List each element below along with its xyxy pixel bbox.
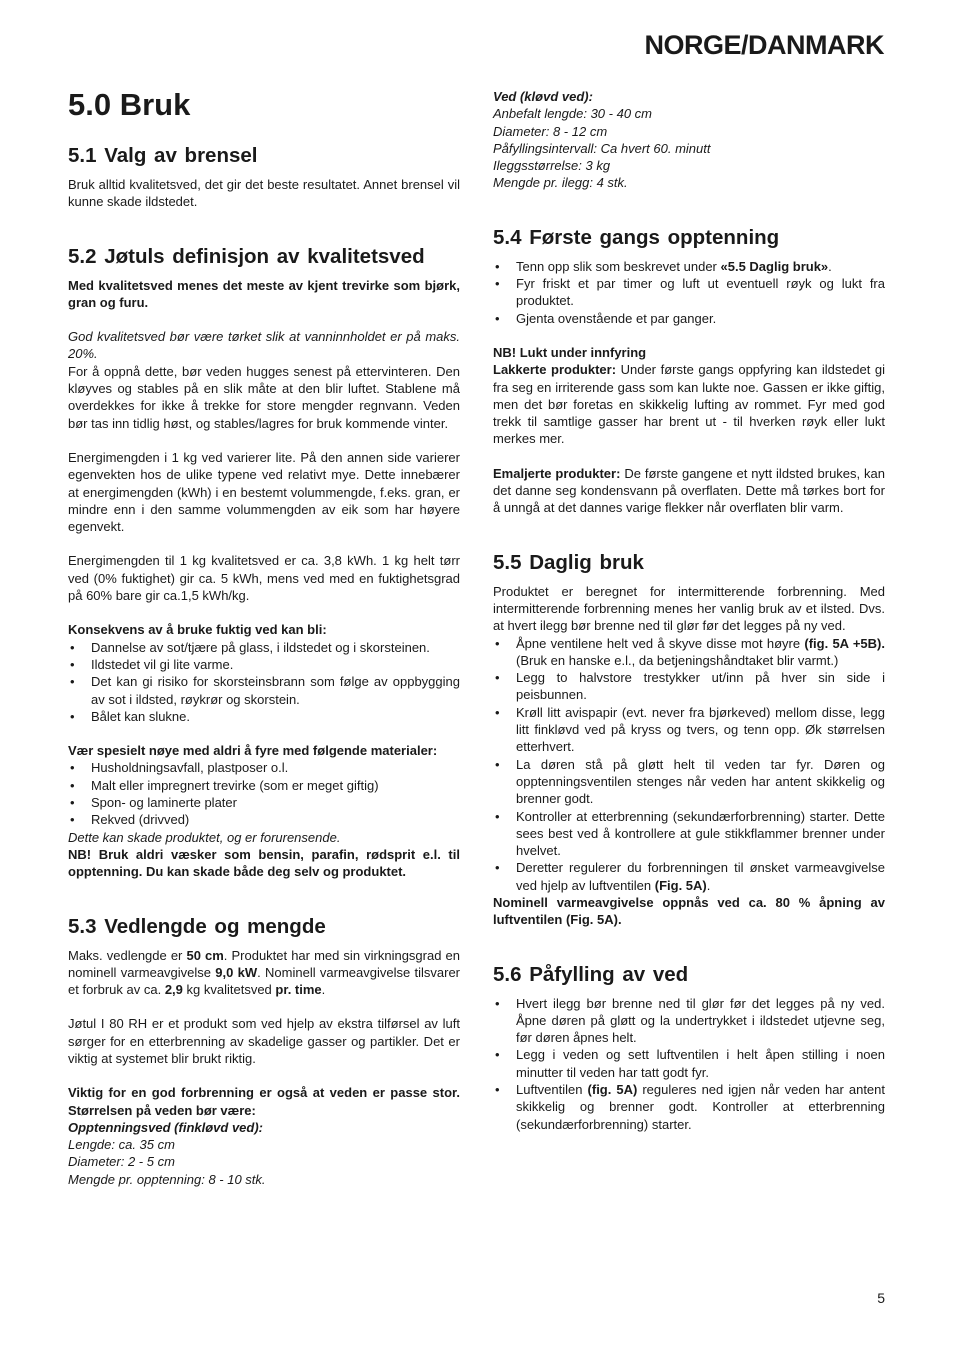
first-fire-list — [493, 258, 885, 327]
paragraph: Jøtul I 80 RH er et produkt som ved hjelp av ekstra tilførsel av luft sørger for en etterbrenning av skadelige gasser og partikler. Det er viktig at systemet blir brukt riktig. — [68, 1016, 460, 1066]
list-item: • Spon- og laminerte plater — [68, 794, 460, 811]
section-heading-5-3: 5.3 Vedlengde og mengde — [68, 914, 326, 938]
kindling-line: Diameter: 2 - 5 cm — [68, 1154, 175, 1170]
list-item: • Åpne ventilene helt ved å skyve disse mot høyre (fig. 5A +5B). (Bruk en hanske e.l., da betjeningshåndtaket blir varmt.) — [493, 635, 885, 670]
consequences-list — [68, 639, 460, 725]
page-number: 5 — [877, 1290, 885, 1306]
section-heading-5-6: 5.6 Påfylling av ved — [493, 962, 689, 986]
list-item: • Legg to halvstore trestykker ut/inn på hver sin side i peisbunnen. — [493, 669, 885, 704]
list-item: • Det kan gi risiko for skorsteinsbrann som følge av oppbygging av sot i ildsted, røykrør og skorstein. — [68, 673, 460, 708]
paragraph: For å oppnå dette, bør veden hugges senest på ettervinteren. Den kløyves og stables på en slik måte at den blir luftet. Stablene må overdekkes for ikke å trekke for store mengder regnvann. Veden bør tas inn tidlig høst, og stables/lagres for bruk kommende vinter. — [68, 363, 460, 431]
paragraph: Emaljerte produkter: De første gangene et nytt ildsted brukes, kan det danne seg kondensvann på overflaten. Dette må tørkes bort for å unngå at det dannes varige flekker når overflaten blir varm. — [493, 465, 885, 516]
section-heading-5-4: 5.4 Første gangs opptenning — [493, 225, 780, 249]
bold-note: Nominell varmeavgivelse oppnås ved ca. 80 % åpning av luftventilen (Fig. 5A). — [493, 894, 885, 928]
right-column — [493, 88, 885, 1133]
materials-list — [68, 759, 460, 828]
list-item: • La døren stå på gløtt helt til veden tar fyr. Døren og opptenningsventilen stenges når veden har antent skikkelig og brenner godt. — [493, 756, 885, 808]
list-item: • Kontroller at etterbrenning (sekundærforbrenning) starter. Dette sees best ved å kontrollere at gule stikkflammer brenner under hvelvet. — [493, 808, 885, 860]
kindling-line: Lengde: ca. 35 cm — [68, 1137, 175, 1153]
list-item: • Bålet kan slukne. — [68, 708, 460, 725]
list-item: • Husholdningsavfall, plastposer o.l. — [68, 759, 460, 776]
section-heading-5-5: 5.5 Daglig bruk — [493, 550, 644, 574]
left-column — [68, 86, 460, 1188]
split-wood-line: Påfyllingsintervall: Ca hvert 60. minutt — [493, 140, 711, 156]
italic-warning: Dette kan skade produktet, og er forurensende. — [68, 829, 341, 845]
list-item: • Luftventilen (fig. 5A) reguleres ned igjen når veden har antent skikkelig og brenner godt. Kontroller at etterbrenning (sekundærforbrenning) starter. — [493, 1081, 885, 1133]
refill-list — [493, 995, 885, 1133]
list-item: • Tenn opp slik som beskrevet under «5.5 Daglig bruk». — [493, 258, 885, 275]
split-wood-line: Mengde pr. ilegg: 4 stk. — [493, 175, 628, 191]
nb-heading: NB! Lukt under innfyring — [493, 344, 647, 360]
region-header: NORGE/DANMARK — [644, 30, 884, 60]
page-title: 5.0 Bruk — [68, 87, 191, 122]
list-item: • Deretter regulerer du forbrenningen til ønsket varmeavgivelse ved hjelp av luftventilen (Fig. 5A). — [493, 859, 885, 894]
list-item: • Legg i veden og sett luftventilen i helt åpen stilling i noen minutter til veden har tatt godt fyr. — [493, 1046, 885, 1081]
split-wood-line: Diameter: 8 - 12 cm — [493, 123, 608, 139]
daily-use-list — [493, 635, 885, 894]
paragraph: Maks. vedlengde er 50 cm. Produktet har med sin virkningsgrad en nominell varmeavgivelse 9,0 kW. Nominell varmeavgivelse tilsvarer et forbruk av ca. 2,9 kg kvalitetsved pr. time. — [68, 947, 461, 998]
paragraph: Energimengden i 1 kg ved varierer lite. På den annen side varierer egenvekten hos de ulike typene ved relativt mye. Dette innebærer at energimengden (kWh) i en bestemt volummengde, f.eks. gran, er mindre enn i den samme volummengden av eik som har høyere egenvekt. — [68, 449, 460, 535]
paragraph: Bruk alltid kvalitetsved, det gir det beste resultatet. Annet brensel vil kunne skade ildstedet. — [68, 177, 460, 210]
list-item: • Rekved (drivved) — [68, 811, 460, 828]
list-item: • Krøll litt avispapir (evt. never fra bjørkeved) mellom disse, legg litt finkløvd ved på kryss og tvers, og tenn opp. Øk størrelsen etterhvert. — [493, 704, 885, 756]
list-item: • Ildstedet vil gi lite varme. — [68, 656, 460, 673]
italic-note: God kvalitetsved bør være tørket slik at vanninnholdet er på maks. 20%. — [68, 329, 460, 362]
section-heading-5-2: 5.2 Jøtuls definisjon av kvalitetsved — [68, 244, 425, 268]
paragraph: Lakkerte produkter: Under første gangs oppfyring kan ildstedet gi fra seg en irriterende gass som kan lukte noe. Gassen er ikke giftig, men det bør foretas en skikkelig lufting av rommet. Fyr med god trekk til samtlige gasser har brent ut - til hverken røyk eller lukt merkes mer. — [493, 362, 886, 447]
list-item: • Dannelse av sot/tjære på glass, i ildstedet og i skorsteinen. — [68, 639, 460, 656]
bold-paragraph: Viktig for en god forbrenning er også at veden er passe stor. Størrelsen på veden bør være: — [68, 1085, 460, 1118]
consequences-heading: Konsekvens av å bruke fuktig ved kan bli: — [68, 622, 327, 638]
split-wood-line: Ileggsstørrelse: 3 kg — [493, 158, 611, 174]
materials-heading: Vær spesielt nøye med aldri å fyre med følgende materialer: — [68, 743, 438, 759]
list-item: • Malt eller impregnert trevirke (som er meget giftig) — [68, 777, 460, 794]
paragraph: Produktet er beregnet for intermitterende forbrenning. Med intermitterende forbrenning menes her vanlig bruk av et ilsted. Dvs. at hvert ilegg bør brenne ned til glør før det legges på ny ved. — [493, 583, 885, 634]
kindling-heading: Opptenningsved (finkløvd ved): — [68, 1119, 264, 1135]
bold-warning: NB! Bruk aldri væsker som bensin, parafin, rødsprit e.l. til opptenning. Du kan skade både deg selv og produktet. — [68, 846, 460, 880]
kindling-line: Mengde pr. opptenning: 8 - 10 stk. — [68, 1171, 266, 1187]
list-item: • Gjenta ovenstående et par ganger. — [493, 310, 885, 327]
list-item: • Hvert ilegg bør brenne ned til glør før det legges på ny ved. Åpne døren på gløtt og la undertrykket i ildstedet utjevne seg, før døren åpnes helt. — [493, 995, 885, 1047]
split-wood-heading: Ved (kløvd ved): — [493, 89, 593, 104]
section-heading-5-1: 5.1 Valg av brensel — [68, 144, 258, 167]
bold-intro: Med kvalitetsved menes det meste av kjent trevirke som bjørk, gran og furu. — [68, 277, 460, 310]
list-item: • Fyr friskt et par timer og luft ut eventuell røyk og lukt fra produktet. — [493, 275, 885, 310]
paragraph: Energimengden til 1 kg kvalitetsved er ca. 3,8 kWh. 1 kg helt tørr ved (0% fuktighet) gir ca. 5 kWh, mens ved med en fuktighetsgrad på 60% bare gir ca.1,5 kWh/kg. — [68, 553, 460, 604]
split-wood-line: Anbefalt lengde: 30 - 40 cm — [493, 106, 652, 122]
